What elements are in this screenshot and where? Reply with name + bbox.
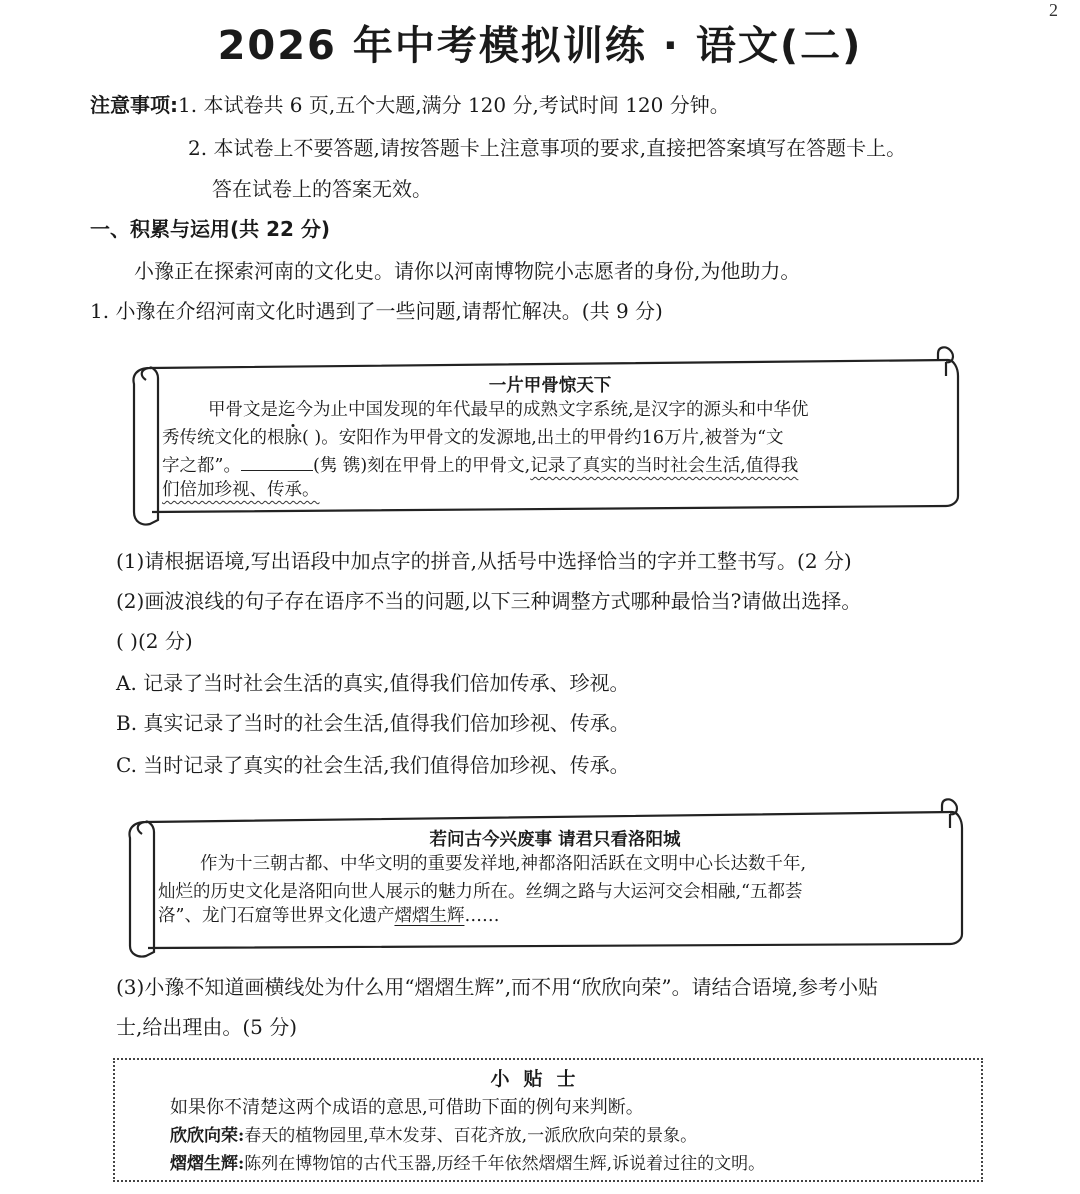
option-c[interactable]: C. 当时记录了真实的社会生活,我们值得倍加珍视、传承。 <box>116 753 630 777</box>
page-title: 2026 年中考模拟训练 · 语文(二) <box>217 23 863 69</box>
tips-intro: 如果你不清楚这两个成语的意思,可借助下面的例句来判断。 <box>170 1097 644 1118</box>
notice-item-2-cont: 答在试卷上的答案无效。 <box>212 177 432 201</box>
scroll-2-line-2: 灿烂的历史文化是洛阳向世人展示的魅力所在。丝绸之路与大运河交会相融,“五都荟 <box>158 882 803 902</box>
sub-question-2: (2)画波浪线的句子存在语序不当的问题,以下三种调整方式哪种最恰当?请做出选择。 <box>116 589 862 613</box>
tips-example-1-text: 春天的植物园里,草木发芽、百花齐放,一派欣欣向荣的景象。 <box>244 1126 698 1146</box>
scroll-2-heading: 若问古今兴废事 请君只看洛阳城 <box>429 830 681 850</box>
tips-example-1 <box>170 1122 697 1150</box>
tips-example-2-label: 熠熠生辉: <box>170 1154 245 1174</box>
scroll-1-line-2 <box>162 424 784 452</box>
option-b[interactable]: B. 真实记录了当时的社会生活,值得我们倍加珍视、传承。 <box>116 711 630 735</box>
scroll-2-line-3-b: …… <box>464 906 500 926</box>
scroll-1-line-3-a: 字之都”。 <box>162 456 241 476</box>
notice-item-1-text: 1. 本试卷共 6 页,五个大题,满分 120 分,考试时间 120 分钟。 <box>178 93 730 117</box>
notice-item-1 <box>90 90 730 120</box>
tips-example-2 <box>170 1150 765 1178</box>
sub-question-3-line-1: (3)小豫不知道画横线处为什么用“熠熠生辉”,而不用“欣欣向荣”。请结合语境,参考小贴 <box>116 975 878 999</box>
sub-question-3-line-2: 士,给出理由。(5 分) <box>116 1015 298 1039</box>
underlined-phrase: 熠熠生辉 <box>394 906 465 926</box>
question-1-stem: 1. 小豫在介绍河南文化时遇到了一些问题,请帮忙解决。(共 9 分) <box>90 299 663 323</box>
scroll-1-heading: 一片甲骨惊天下 <box>488 376 612 396</box>
wavy-sentence-part-1: 记录了真实的当时社会生活,值得我 <box>530 456 799 476</box>
scroll-2-line-1: 作为十三朝古都、中华文明的重要发祥地,神都洛阳活跃在文明中心长达数千年, <box>200 854 807 874</box>
notice-item-2: 2. 本试卷上不要答题,请按答题卡上注意事项的要求,直接把答案填写在答题卡上。 <box>188 136 907 160</box>
scroll-1-line-2-b: ( )。安阳作为甲骨文的发源地,出土的甲骨约16万片,被誉为“文 <box>302 428 784 448</box>
wavy-sentence-part-2: 们倍加珍视、传承。 <box>162 480 320 500</box>
option-a[interactable]: A. 记录了当时社会生活的真实,值得我们倍加传承、珍视。 <box>116 671 630 695</box>
page-number: 2 <box>1049 0 1058 20</box>
sub-question-2-blank[interactable]: ( )(2 分) <box>116 629 193 653</box>
scroll-2-line-3-a: 洛”、龙门石窟等世界文化遗产 <box>158 906 395 926</box>
tips-title: 小贴士 <box>490 1068 590 1090</box>
sub-question-1: (1)请根据语境,写出语段中加点字的拼音,从括号中选择恰当的字并工整书写。(2 分) <box>116 549 852 573</box>
fill-blank[interactable] <box>241 452 313 471</box>
scroll-1-line-2-a: 秀传统文化的根 <box>162 428 285 448</box>
scroll-2-line-3 <box>158 902 499 930</box>
tips-example-2-text: 陈列在博物馆的古代玉器,历经千年依然熠熠生辉,诉说着过往的文明。 <box>244 1154 766 1174</box>
scroll-1-line-4 <box>162 476 320 504</box>
tips-example-1-label: 欣欣向荣: <box>170 1126 245 1146</box>
section-heading: 一、积累与运用(共 22 分) <box>90 217 331 241</box>
dotted-char: 脉 <box>284 428 302 448</box>
scroll-1-line-3-choice: (隽 镌)刻在甲骨上的甲骨文, <box>312 456 531 476</box>
scroll-1-line-1: 甲骨文是迄今为止中国发现的年代最早的成熟文字系统,是汉字的源头和中华优 <box>208 400 809 420</box>
notice-label: 注意事项: <box>90 93 178 117</box>
section-intro: 小豫正在探索河南的文化史。请你以河南博物院小志愿者的身份,为他助力。 <box>134 259 801 283</box>
